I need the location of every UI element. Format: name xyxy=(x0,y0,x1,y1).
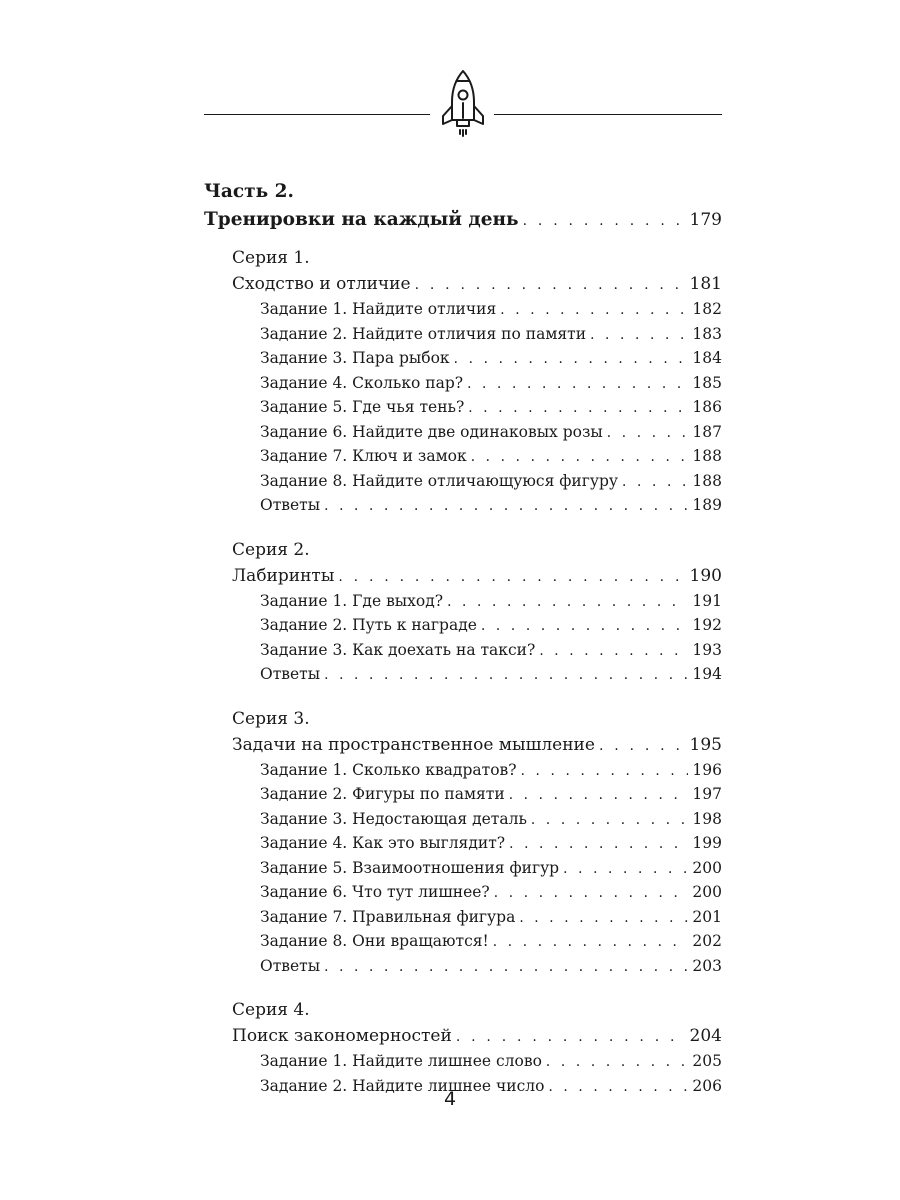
task-page: 202 xyxy=(692,932,722,950)
series-title: Сходство и отличие xyxy=(232,274,411,294)
toc-entry-task xyxy=(260,857,722,882)
dot-leader xyxy=(531,809,689,833)
task-title: Задание 8. Они вращаются! xyxy=(260,932,489,950)
task-page: 193 xyxy=(692,640,722,659)
task-title: Задание 2. Путь к награде xyxy=(260,616,477,634)
task-title: Задание 1. Найдите лишнее слово xyxy=(260,1052,542,1070)
dot-leader xyxy=(415,272,686,298)
task-title: Задание 3. Пара рыбок xyxy=(260,349,450,367)
dot-leader xyxy=(324,495,688,519)
task-title: Задание 6. Найдите две одинаковых розы xyxy=(260,422,603,441)
task-title: Задание 8. Найдите отличающуюся фигуру xyxy=(260,471,619,490)
toc-entry-part xyxy=(204,206,722,235)
dot-leader xyxy=(500,299,688,323)
dot-leader xyxy=(590,324,688,348)
series-page: 181 xyxy=(689,274,722,294)
part-page: 179 xyxy=(689,210,722,230)
series-block xyxy=(232,997,722,1099)
header-rule-right xyxy=(494,114,722,115)
task-title: Задание 2. Найдите лишнее число xyxy=(260,1076,545,1095)
task-page: 187 xyxy=(692,422,722,441)
toc-entry-task xyxy=(260,759,722,784)
dot-leader xyxy=(493,931,689,955)
toc-entry-task xyxy=(260,614,722,639)
dot-leader xyxy=(494,882,689,906)
task-title: Задание 1. Найдите отличия xyxy=(260,300,497,318)
dot-leader xyxy=(563,858,688,882)
task-title: Задание 4. Как это выглядит? xyxy=(260,834,506,852)
series-block xyxy=(232,245,722,519)
task-page: 206 xyxy=(692,1076,722,1095)
task-title: Задание 5. Взаимоотношения фигур xyxy=(260,858,560,877)
toc-entry-task xyxy=(260,396,722,421)
task-page: 192 xyxy=(692,616,722,634)
dot-leader xyxy=(599,733,686,759)
toc-entry-task xyxy=(260,470,722,495)
series-block xyxy=(232,537,722,688)
toc-entry-task xyxy=(260,881,722,906)
table-of-contents xyxy=(204,178,722,1099)
task-page: 182 xyxy=(692,300,722,318)
dot-leader xyxy=(607,422,689,446)
task-page: 203 xyxy=(692,956,722,975)
task-page: 194 xyxy=(692,665,722,683)
toc-entry-task xyxy=(260,347,722,372)
toc-entry-task xyxy=(260,445,722,470)
toc-entry-task xyxy=(260,832,722,857)
task-page: 196 xyxy=(692,760,722,779)
task-title: Задание 5. Где чья тень? xyxy=(260,398,465,416)
series-label: Серия 4. xyxy=(232,1000,310,1020)
task-page: 198 xyxy=(692,809,722,828)
header-rule-left xyxy=(204,114,430,115)
dot-leader xyxy=(546,1051,689,1075)
task-list xyxy=(260,759,722,980)
task-title: Задание 7. Ключ и замок xyxy=(260,447,467,465)
series-list xyxy=(232,245,722,1099)
toc-entry-task xyxy=(260,298,722,323)
dot-leader xyxy=(509,784,689,808)
dot-leader xyxy=(324,664,688,688)
series-page: 190 xyxy=(689,565,722,586)
toc-entry-series xyxy=(232,563,722,590)
task-title: Задание 2. Фигуры по памяти xyxy=(260,785,505,803)
toc-entry-series xyxy=(232,271,722,298)
toc-entry-task xyxy=(260,639,722,664)
task-title: Задание 6. Что тут лишнее? xyxy=(260,883,490,901)
dot-leader xyxy=(519,907,688,931)
task-page: 188 xyxy=(692,471,722,490)
task-page: 199 xyxy=(692,834,722,852)
series-label: Серия 2. xyxy=(232,539,310,560)
dot-leader xyxy=(539,640,688,664)
series-title: Задачи на пространственное мышление xyxy=(232,734,595,755)
task-page: 197 xyxy=(692,785,722,803)
dot-leader xyxy=(471,446,689,470)
series-title: Поиск закономерностей xyxy=(232,1026,452,1046)
task-list xyxy=(260,298,722,519)
task-title: Задание 3. Как доехать на такси? xyxy=(260,640,536,659)
task-page: 188 xyxy=(692,447,722,465)
dot-leader xyxy=(467,373,688,397)
series-title: Лабиринты xyxy=(232,565,335,586)
task-title: Ответы xyxy=(260,956,321,975)
toc-entry-task xyxy=(260,783,722,808)
toc-entry-task xyxy=(260,494,722,519)
dot-leader xyxy=(324,956,688,980)
task-page: 191 xyxy=(692,591,722,610)
toc-entry-series xyxy=(232,732,722,759)
toc-entry-task xyxy=(260,906,722,931)
task-list xyxy=(260,590,722,688)
task-page: 185 xyxy=(692,373,722,392)
task-page: 189 xyxy=(692,496,722,514)
toc-entry-task xyxy=(260,930,722,955)
series-page: 204 xyxy=(689,1026,722,1046)
task-title: Задание 1. Где выход? xyxy=(260,591,444,610)
task-title: Задание 4. Сколько пар? xyxy=(260,373,464,392)
dot-leader xyxy=(338,564,685,590)
toc-entry-series xyxy=(232,1023,722,1050)
task-page: 184 xyxy=(692,349,722,367)
dot-leader xyxy=(454,348,689,372)
dot-leader xyxy=(447,591,688,615)
toc-entry-task xyxy=(260,663,722,688)
toc-entry-task xyxy=(260,808,722,833)
toc-entry-task xyxy=(260,1050,722,1075)
page-number: 4 xyxy=(443,1088,457,1110)
toc-entry-task xyxy=(260,421,722,446)
task-title: Задание 2. Найдите отличия по памяти xyxy=(260,324,587,343)
toc-entry-task xyxy=(260,590,722,615)
dot-leader xyxy=(622,471,688,495)
series-page: 195 xyxy=(689,734,722,755)
task-title: Ответы xyxy=(260,665,321,683)
part-label: Часть 2. xyxy=(204,181,294,202)
toc-entry-task xyxy=(260,955,722,980)
dot-leader xyxy=(521,760,689,784)
task-title: Ответы xyxy=(260,496,321,514)
dot-leader xyxy=(509,833,688,857)
series-block xyxy=(232,706,722,980)
dot-leader xyxy=(481,615,688,639)
task-title: Задание 7. Правильная фигура xyxy=(260,907,516,926)
series-label: Серия 3. xyxy=(232,708,310,729)
task-title: Задание 1. Сколько квадратов? xyxy=(260,760,517,779)
series-label: Серия 1. xyxy=(232,248,310,268)
rocket-icon xyxy=(436,68,490,140)
dot-leader xyxy=(456,1024,686,1050)
dot-leader xyxy=(523,207,686,235)
task-page: 205 xyxy=(692,1052,722,1070)
task-page: 200 xyxy=(692,883,722,901)
dot-leader xyxy=(468,397,688,421)
task-title: Задание 3. Недостающая деталь xyxy=(260,809,527,828)
task-page: 201 xyxy=(692,907,722,926)
task-page: 200 xyxy=(692,858,722,877)
task-page: 183 xyxy=(692,324,722,343)
task-page: 186 xyxy=(692,398,722,416)
toc-entry-task xyxy=(260,323,722,348)
part-title: Тренировки на каждый день xyxy=(204,209,519,230)
toc-entry-task xyxy=(260,372,722,397)
